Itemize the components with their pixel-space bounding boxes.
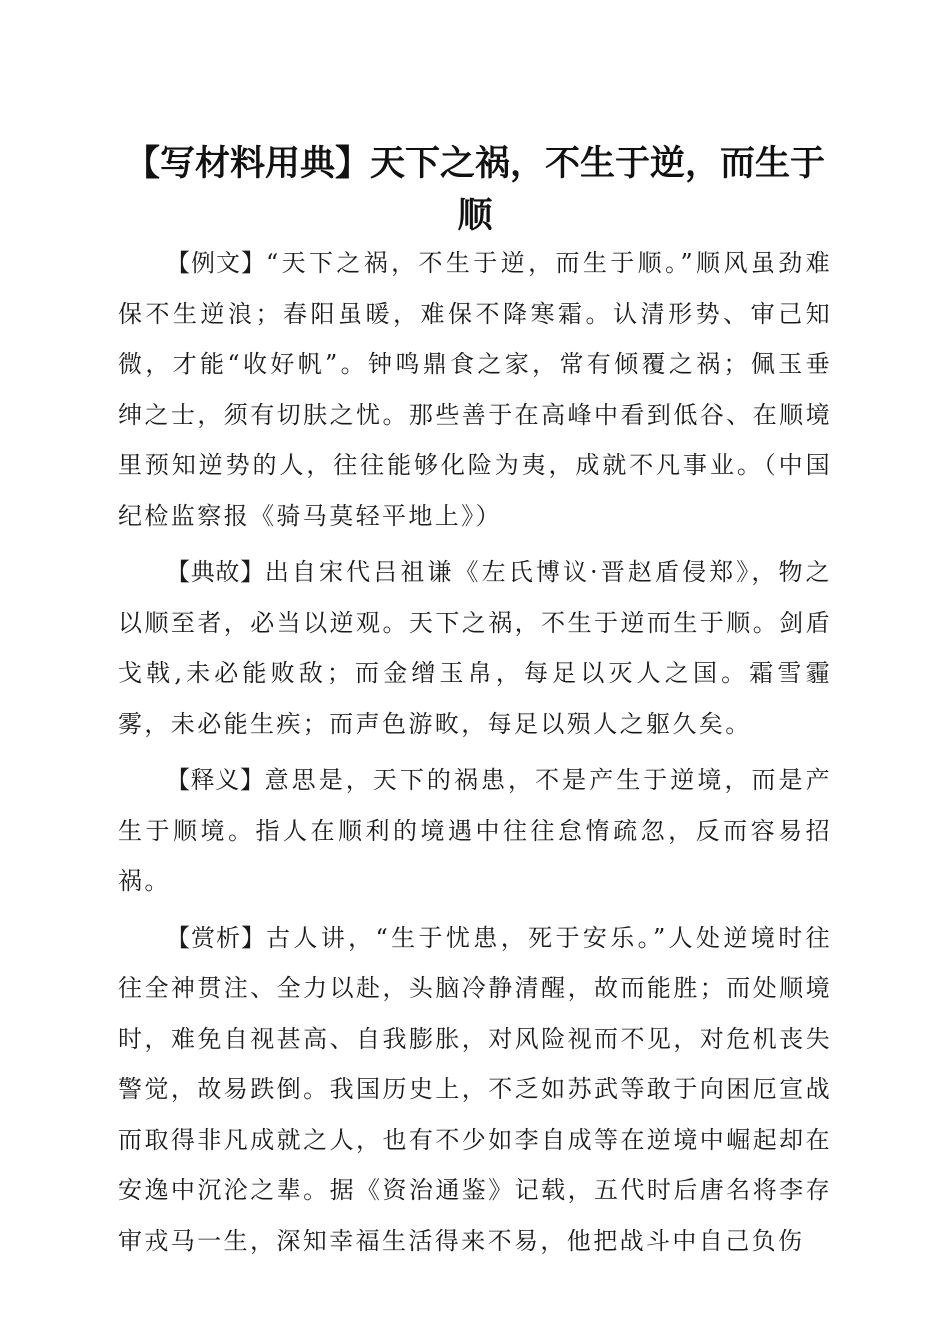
paragraph-tag: 【例文】 bbox=[166, 249, 266, 277]
paragraph-tag: 【典故】 bbox=[166, 558, 265, 586]
document-body bbox=[118, 238, 832, 1272]
paragraph-appreciation bbox=[118, 913, 832, 1267]
paragraph-text: 出自宋代吕祖谦《左氏博议·晋赵盾侵郑》，物之以顺至者，必当以逆观。天下之祸，不生于逆而生于顺。剑盾戈戟,未必能败敌；而金缯玉帛，每足以灭人之国。霜雪霾雾，未必能生疾；而声色游畋，每足以殒人之躯久矣。 bbox=[118, 558, 832, 738]
paragraph-example bbox=[118, 238, 832, 541]
paragraph-allusion bbox=[118, 547, 832, 749]
paragraph-tag: 【赏析】 bbox=[166, 923, 266, 952]
paragraph-text: “天下之祸，不生于逆，而生于顺。”顺风虽劲难保不生逆浪；春阳虽暖，难保不降寒霜。认清形势、审己知微，才能“收好帆”。钟鸣鼎食之家，常有倾覆之祸；佩玉垂绅之士，须有切肤之忧。那些善于在高峰中看到低谷、在顺境里预知逆势的人，往往能够化险为夷，成就不凡事业。（中国纪检监察报《骑马莫轻平地上》） bbox=[118, 249, 833, 530]
document-title: 【写材料用典】天下之祸，不生于逆，而生于顺 bbox=[124, 143, 825, 236]
paragraph-tag: 【释义】 bbox=[166, 766, 265, 794]
paragraph-text: 意思是，天下的祸患，不是产生于逆境，而是产生于顺境。指人在顺利的境遇中往往怠惰疏忽，反而容易招祸。 bbox=[118, 766, 833, 895]
paragraph-text: 古人讲，“生于忧患，死于安乐。”人处逆境时往往全神贯注、全力以赴，头脑冷静清醒，故而能胜；而处顺境时，难免自视甚高、自我膨胀，对风险视而不见，对危机丧失警觉，故易跌倒。我国历史上，不乏如苏武等敢于向困厄宣战而取得非凡成就之人，也有不少如李自成等在逆境中崛起却在安逸中沉沦之辈。据《资治通鉴》记载，五代时后唐名将李存审戎马一生，深知幸福生活得来不易，他把战斗中自己负伤 bbox=[118, 923, 833, 1255]
paragraph-meaning bbox=[118, 755, 832, 907]
